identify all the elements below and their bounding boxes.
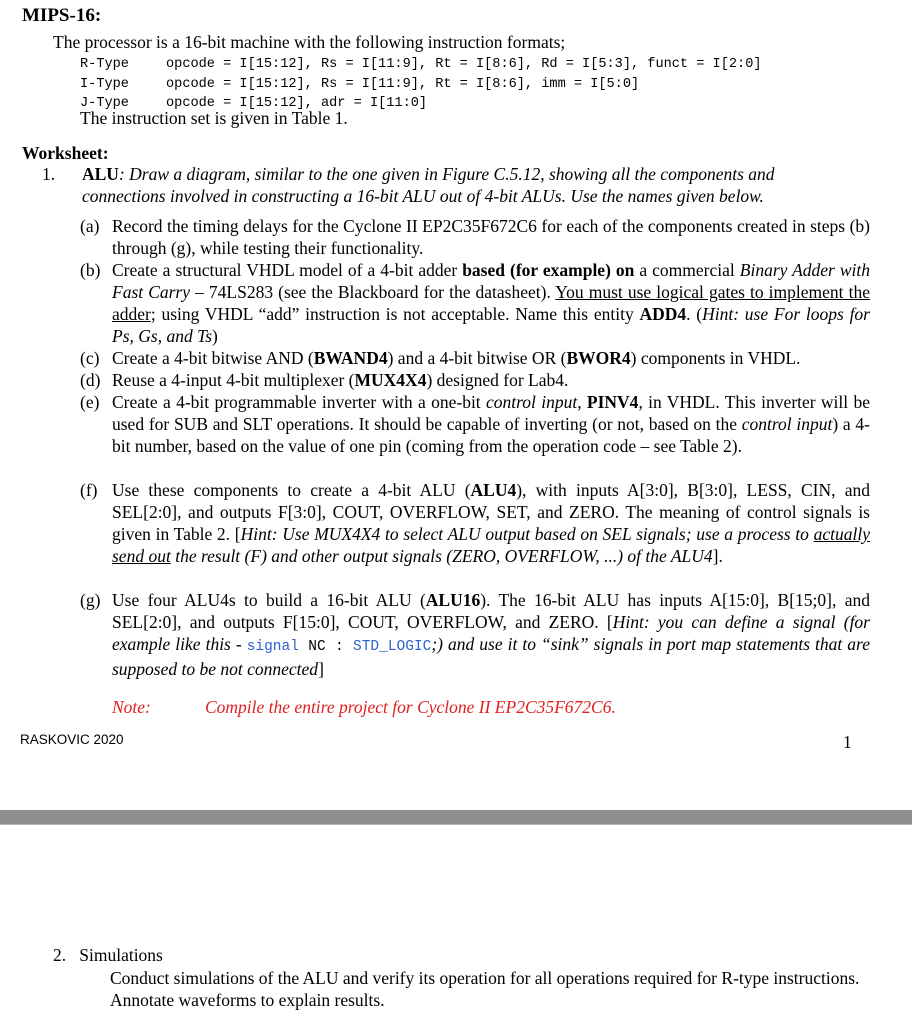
text-run: ; using VHDL “add” instruction is not acceptable. Name this entity [150, 304, 640, 324]
hint-text: Hint: you can define a signal (for example like this - [112, 612, 870, 654]
item-lead: ALU [82, 164, 119, 184]
subitem-label: (g) [80, 590, 101, 610]
text-run: ) designed for Lab4. [426, 370, 569, 390]
format-row-i [80, 75, 762, 95]
worksheet-heading: Worksheet: [22, 143, 109, 163]
text-italic: control input [741, 414, 833, 434]
text-run: Create a 4-bit programmable inverter with a one-bit [112, 392, 486, 412]
code-type: STD_LOGIC [353, 639, 432, 655]
item-number: 1. [42, 164, 56, 184]
subitem-label: (c) [80, 348, 100, 368]
subitem-label: (d) [80, 370, 101, 390]
entity-name: BWOR4 [566, 348, 631, 368]
subitem-c [80, 347, 870, 369]
text-run: – 74LS283 (see the Blackboard for the datasheet). [190, 282, 556, 302]
hint-underlined: actually send out [112, 524, 870, 566]
text-run: ] [318, 659, 324, 679]
text-underlined: You must use logical gates to implement the adder [112, 282, 870, 324]
text-run: Create a 4-bit bitwise AND ( [112, 348, 314, 368]
text-run: ), with inputs A[3:0], B[3:0], LESS, CIN, and SEL[2:0], and outputs F[3:0], COUT, OVERFLOW, SET, and ZERO. The meaning of control signals is given in Table 2. [ [112, 480, 871, 544]
text-run: Use four ALU4s to build a 16-bit ALU ( [112, 590, 426, 610]
subitem-d [80, 369, 870, 391]
entity-name: MUX4X4 [354, 370, 427, 390]
note-label: Note: [112, 697, 151, 717]
worksheet-item-2-text: Conduct simulations of the ALU and verify its operation for all operations required for R-type instructions. Annotate waveforms to explain results. [110, 968, 860, 1010]
text-run: Create a structural VHDL model of a 4-bit adder [112, 260, 463, 280]
instruction-formats [80, 55, 762, 114]
text-run: Reuse a 4-input 4-bit multiplexer ( [112, 370, 355, 390]
entity-name: ADD4 [639, 304, 687, 324]
page-separator [0, 810, 912, 825]
worksheet-item-2-heading: 2. Simulations [53, 945, 163, 965]
format-row-r [80, 55, 762, 75]
text-run: ) a 4-bit number, based on the value of one pin (coming from the operation code – see Table 2). [112, 414, 870, 456]
text-run: ) [212, 326, 218, 346]
subitem-label: (a) [80, 216, 100, 236]
worksheet-item-1 [42, 163, 862, 207]
format-type: R-Type [80, 57, 129, 72]
entity-name: BWAND4 [313, 348, 388, 368]
note-text: Compile the entire project for Cyclone II EP2C35F672C6. [205, 697, 616, 717]
subitem-b [80, 259, 870, 347]
text-run: a commercial [634, 260, 740, 280]
hint-text: the result (F) and other output signals (ZERO, OVERFLOW, ...) of the ALU4 [170, 546, 713, 566]
format-type: J-Type [80, 96, 129, 111]
text-run: . ( [686, 304, 703, 324]
text-run: ) and a 4-bit bitwise OR ( [387, 348, 567, 368]
subitem-a [80, 215, 870, 259]
document-title: MIPS-16: [22, 5, 102, 26]
item-text: : Draw a diagram, similar to the one given in Figure C.5.12, showing all the components and connections involved in constructing a 16-bit ALU out of 4-bit ALUs. Use the names given below. [82, 164, 775, 206]
text-run: , [577, 392, 587, 412]
hint-text: ;) and use it to “sink” signals in port map statements that are supposed to be not connected [112, 634, 870, 679]
format-fields: opcode = I[15:12], Rs = I[11:9], Rt = I[8:6], Rd = I[5:3], funct = I[2:0] [166, 57, 762, 72]
footer-author: RASKOVIC 2020 [20, 732, 124, 747]
subitem-text: Record the timing delays for the Cyclone II EP2C35F672C6 for each of the components created in steps (b) through (g), while testing their functionality. [112, 216, 870, 258]
entity-name: PINV4 [586, 392, 639, 412]
subitem-label: (f) [80, 480, 98, 500]
format-type: I-Type [80, 76, 129, 92]
intro-text: The processor is a 16-bit machine with the following instruction formats; [53, 32, 566, 52]
text-italic: Binary Adder with Fast Carry [112, 260, 871, 302]
text-bold: based (for example) on [462, 260, 635, 280]
entity-name: ALU16 [425, 590, 481, 610]
format-fields: opcode = I[15:12], adr = I[11:0] [166, 96, 428, 111]
page-number: 1 [843, 732, 852, 752]
code-keyword: signal [246, 639, 299, 655]
hint-text: Hint: Use MUX4X4 to select ALU output based on SEL signals; use a process to [240, 524, 814, 544]
entity-name: ALU4 [470, 480, 517, 500]
text-run: ]. [712, 546, 723, 566]
text-run: ). The 16-bit ALU has inputs A[15:0], B[15;0], and SEL[2:0], and outputs F[15:0], COUT, OVERFLOW, and ZERO. [ [112, 590, 870, 632]
text-italic: control input [486, 392, 578, 412]
subitem-f [80, 479, 870, 567]
subitem-label: (e) [80, 392, 100, 412]
table-reference: The instruction set is given in Table 1. [80, 108, 348, 128]
subitem-e [80, 391, 870, 457]
subitem-g [80, 589, 870, 680]
subitem-label: (b) [80, 260, 101, 280]
code-text: NC : [298, 639, 354, 655]
text-run: , in VHDL. This inverter will be used for SUB and SLT operations. It should be capable of inverting (or not, based on the [112, 392, 870, 434]
format-fields: opcode = I[15:12], Rs = I[11:9], Rt = I[8:6], imm = I[5:0] [166, 76, 640, 92]
text-run: ) components in VHDL. [630, 348, 801, 368]
text-run: Use these components to create a 4-bit ALU ( [112, 480, 471, 500]
hint-text: Hint: use For loops for Ps, Gs, and Ts [112, 304, 870, 346]
